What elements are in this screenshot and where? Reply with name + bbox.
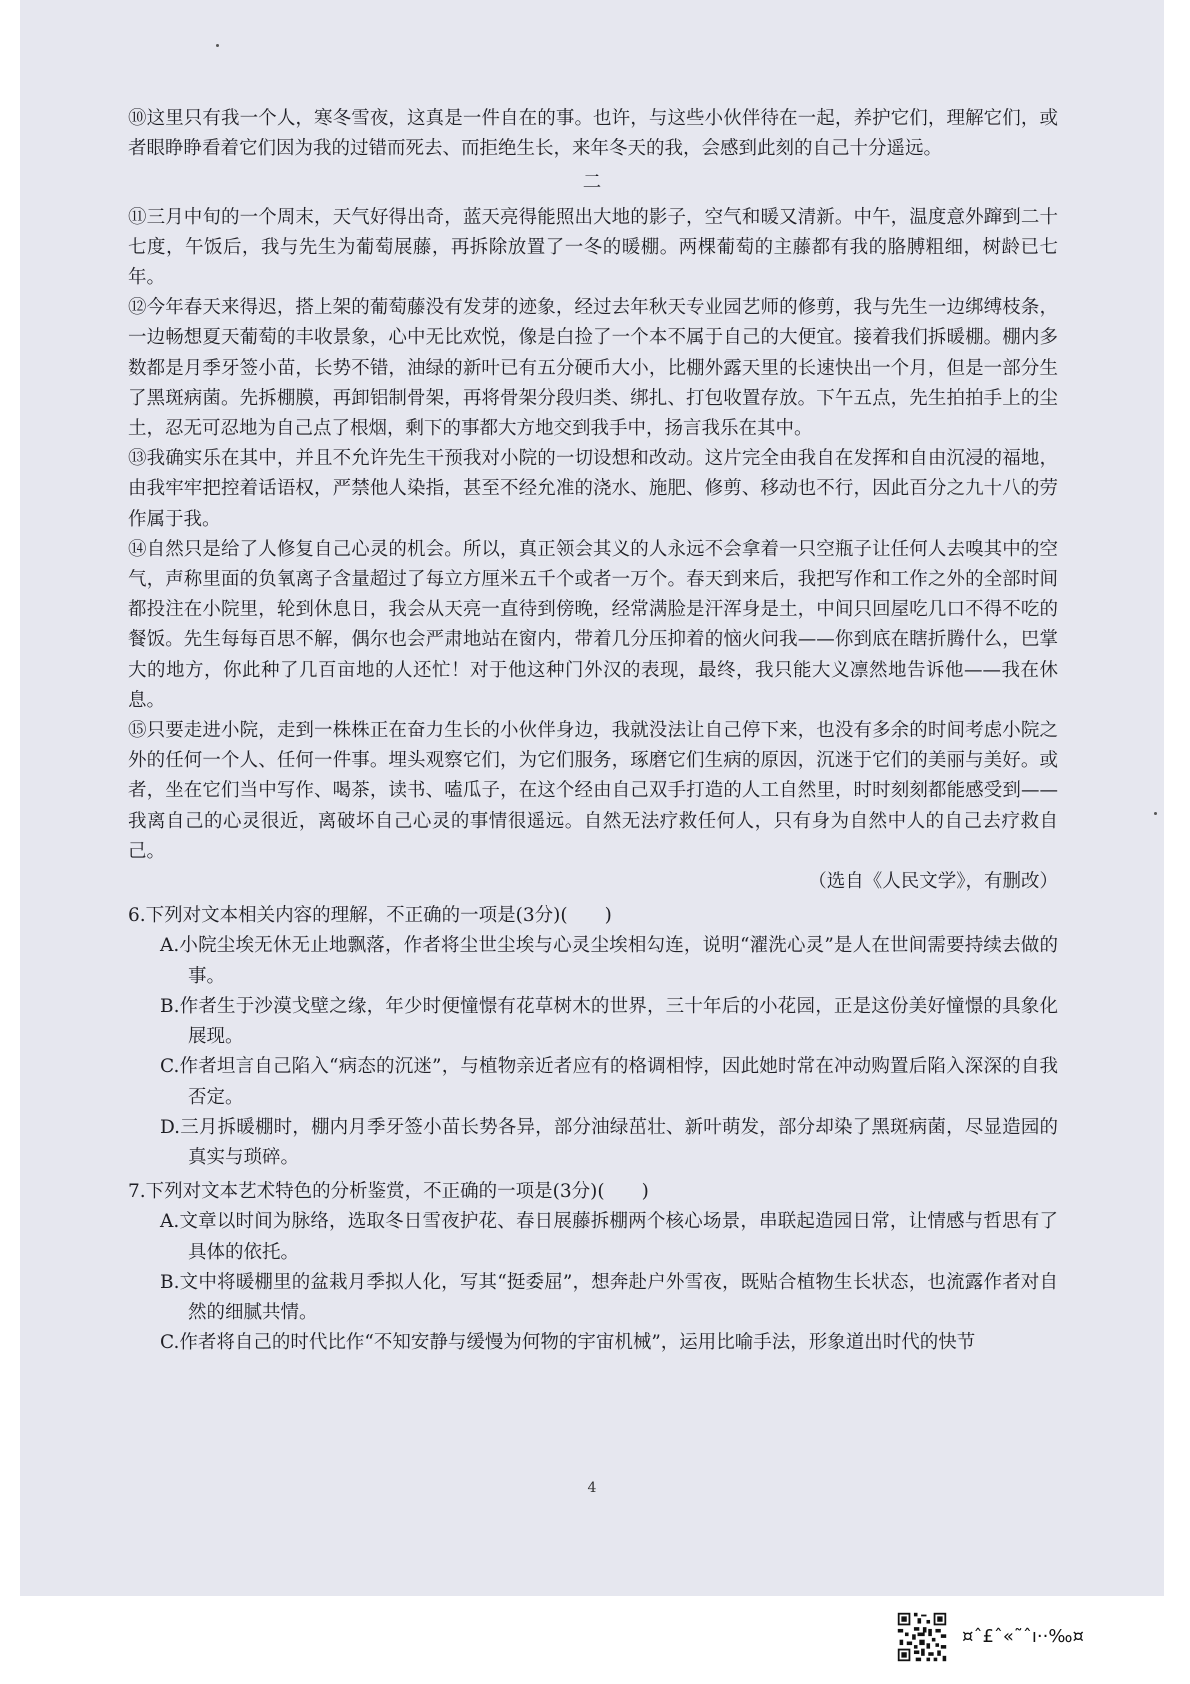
- question-6-option-c: C.作者坦言自己陷入“病态的沉迷”，与植物亲近者应有的格调相悖，因此她时常在冲动购置后陷入深深的自我否定。: [160, 1056, 1058, 1108]
- paragraph-15: ⑮只要走进小院，走到一株株正在奋力生长的小伙伴身边，我就没法让自己停下来，也没有多余的时间考虑小院之外的任何一个人、任何一件事。埋头观察它们，为它们服务，琢磨它们生病的原因，沉迷于它们的美丽与美好。或者，坐在它们当中写作、喝茶，读书、嗑瓜子，在这个经由自己双手打造的人工自然里，时时刻刻都能感受到——我离自己的心灵很近，离破坏自己心灵的事情很遥远。自然无法疗救任何人，只有身为自然中人的自己去疗救自己。: [128, 720, 1058, 862]
- paragraph-11: ⑪三月中旬的一个周末，天气好得出奇，蓝天亮得能照出大地的影子，空气和暖又清新。中午，温度意外蹿到二十七度，午饭后，我与先生为葡萄展藤，再拆除放置了一冬的暖棚。两棵葡萄的主藤都有我的胳膊粗细，树龄已七年。: [128, 206, 1058, 289]
- question-7-option-b: B.文中将暖棚里的盆栽月季拟人化，写其“挺委屈”，想奔赴户外雪夜，既贴合植物生长状态，也流露作者对自然的细腻共情。: [160, 1271, 1058, 1323]
- source-citation: （选自《人民文学》，有删改）: [808, 871, 1058, 893]
- page-content: [128, 104, 1058, 1358]
- footer-watermark-text: ¤ˆ£ˆ«˜ˆ‌ı··‰¤: [962, 1626, 1084, 1647]
- page-number: 4: [587, 1480, 597, 1496]
- question-6: 6.下列对文本相关内容的理解，不正确的一项是(3分)( ): [128, 905, 612, 927]
- question-7-option-a: A.文章以时间为脉络，选取冬日雪夜护花、春日展藤拆棚两个核心场景，串联起造园日常，让情感与哲思有了具体的依托。: [160, 1211, 1058, 1263]
- qr-code-icon: [896, 1611, 948, 1663]
- question-6-option-b: B.作者生于沙漠戈壁之缘，年少时便憧憬有花草树木的世界，三十年后的小花园，正是这份美好憧憬的具象化展现。: [160, 995, 1058, 1048]
- paragraph-14: ⑭自然只是给了人修复自己心灵的机会。所以，真正领会其义的人永远不会拿着一只空瓶子让任何人去嗅其中的空气，声称里面的负氧离子含量超过了每立方厘米五千个或者一万个。春天到来后，我把写作和工作之外的全部时间都投注在小院里，轮到休息日，我会从天亮一直待到傍晚，经常满脸是汗浑身是土，中间只回屋吃几口不得不吃的餐饭。先生每每百思不解，偶尔也会严肃地站在窗内，带着几分压抑着的恼火问我——你到底在瞎折腾什么，巴掌大的地方，你此种了几百亩地的人还忙！对于他这种门外汉的表现，最终，我只能大义凛然地告诉他——我在休息。: [128, 538, 1058, 711]
- paragraph-10: ⑩这里只有我一个人，寒冬雪夜，这真是一件自在的事。也许，与这些小伙伴待在一起，养护它们，理解它们，或者眼睁睁看着它们因为我的过错而死去、而拒绝生长，来年冬天的我，会感到此刻的自己十分遥远。: [128, 108, 1058, 160]
- question-6-option-d: D.三月拆暖棚时，棚内月季牙签小苗长势各异，部分油绿茁壮、新叶萌发，部分却染了黑斑病菌，尽显造园的真实与琐碎。: [160, 1116, 1058, 1168]
- stray-mark: 二: [582, 172, 604, 194]
- exam-page: [20, 0, 1164, 1596]
- question-7-option-c: C.作者将自己的时代比作“不知安静与缓慢为何物的宇宙机械”，运用比喻手法，形象道出时代的快节: [160, 1332, 976, 1354]
- question-6-option-a: A.小院尘埃无休无止地飘落，作者将尘世尘埃与心灵尘埃相勾连，说明“濯洗心灵”是人在世间需要持续去做的事。: [160, 935, 1058, 987]
- speck: [216, 44, 219, 47]
- speck: [1154, 812, 1157, 815]
- paragraph-13: ⑬我确实乐在其中，并且不允许先生干预我对小院的一切设想和改动。这片完全由我自在发挥和自由沉浸的福地，由我牢牢把控着话语权，严禁他人染指，甚至不经允准的浇水、施肥、修剪、移动也不行，因此百分之九十八的劳作属于我。: [128, 448, 1058, 530]
- paragraph-12: ⑫今年春天来得迟，搭上架的葡萄藤没有发芽的迹象，经过去年秋天专业园艺师的修剪，我与先生一边绑缚枝条，一边畅想夏天葡萄的丰收景象，心中无比欢悦，像是白捡了一个本不属于自己的大便宜。接着我们拆暖棚。棚内多数都是月季牙签小苗，长势不错，油绿的新叶已有五分硬币大小，比棚外露天里的长速快出一个月，但是一部分生了黑斑病菌。先拆棚膜，再卸铝制骨架，再将骨架分段归类、绑扎、打包收置存放。下午五点，先生拍拍手上的尘土，忍无可忍地为自己点了根烟，剩下的事都大方地交到我手中，扬言我乐在其中。: [128, 297, 1058, 440]
- question-7: 7.下列对文本艺术特色的分析鉴赏，不正确的一项是(3分)( ): [128, 1181, 649, 1203]
